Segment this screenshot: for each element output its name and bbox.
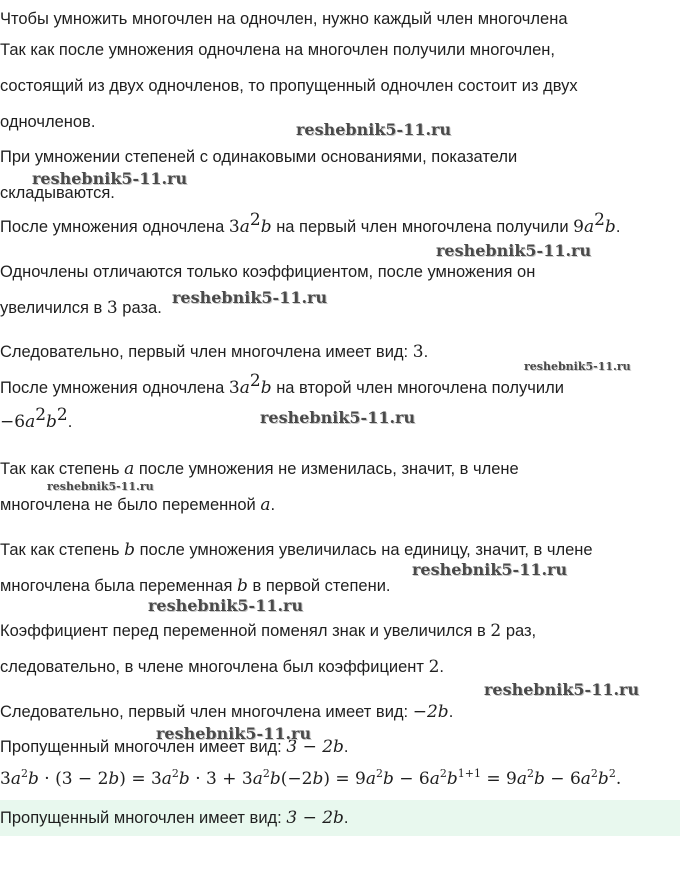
watermark: reshebnik5-11.ru — [412, 560, 568, 579]
text-line: состоящий из двух одночленов, то пропущенный одночлен состоит из двух — [0, 77, 578, 95]
watermark: reshebnik5-11.ru — [156, 724, 312, 743]
math-line: $-6a^2b^2$. — [0, 405, 73, 432]
expansion-equation: $3a^2b \cdot (3 - 2b) = 3a^2b \cdot 3 + 3a^2b(-2b) = 9a^2b - 6a^2b^{1+1} = 9a^2b - 6a^2b^2$. — [0, 767, 622, 789]
text-line: одночленов. — [0, 113, 96, 131]
watermark: reshebnik5-11.ru — [172, 288, 328, 307]
answer-text: Пропущенный многочлен имеет вид: 3 − 2b. — [0, 808, 349, 828]
watermark: reshebnik5-11.ru — [47, 480, 154, 493]
text-line: При умножении степеней с одинаковыми основаниями, показатели — [0, 148, 518, 166]
text-line: Пропущенный многочлен имеет вид: 3 − 2b. — [0, 737, 349, 757]
watermark: reshebnik5-11.ru — [32, 169, 188, 188]
text-line: следовательно, в члене многочлена был коэффициент 2. — [0, 657, 444, 677]
text-line: Следовательно, первый член многочлена имеет вид: 3. — [0, 342, 429, 362]
text-line: После умножения одночлена $3a^2b$ на первый член многочлена получили $9a^2b$. — [0, 210, 621, 237]
watermark: reshebnik5-11.ru — [484, 680, 640, 699]
text-line: Чтобы умножить многочлен на одночлен, нужно каждый член многочлена — [0, 10, 568, 28]
text-line: Так как степень b после умножения увеличилась на единицу, значит, в члене — [0, 540, 593, 560]
text-line: увеличился в 3 раза. — [0, 298, 162, 318]
text-line: Коэффициент перед переменной поменял знак и увеличился в 2 раз, — [0, 621, 537, 641]
text-line: После умножения одночлена $3a^2b$ на второй член многочлена получили — [0, 371, 564, 398]
text-line: многочлена была переменная b в первой степени. — [0, 576, 391, 596]
watermark: reshebnik5-11.ru — [436, 241, 592, 260]
watermark: reshebnik5-11.ru — [524, 360, 631, 373]
text-line: складываются. — [0, 184, 115, 202]
watermark: reshebnik5-11.ru — [260, 408, 416, 427]
watermark: reshebnik5-11.ru — [148, 596, 304, 615]
watermark: reshebnik5-11.ru — [296, 120, 452, 139]
text-line: многочлена не было переменной a. — [0, 495, 276, 515]
text-line: Так как степень a после умножения не изменилась, значит, в члене — [0, 459, 519, 479]
text-line: Следовательно, первый член многочлена имеет вид: −2b. — [0, 702, 454, 722]
text-line: Так как после умножения одночлена на многочлен получили многочлен, — [0, 41, 555, 59]
text-line: Одночлены отличаются только коэффициентом, после умножения он — [0, 263, 536, 281]
